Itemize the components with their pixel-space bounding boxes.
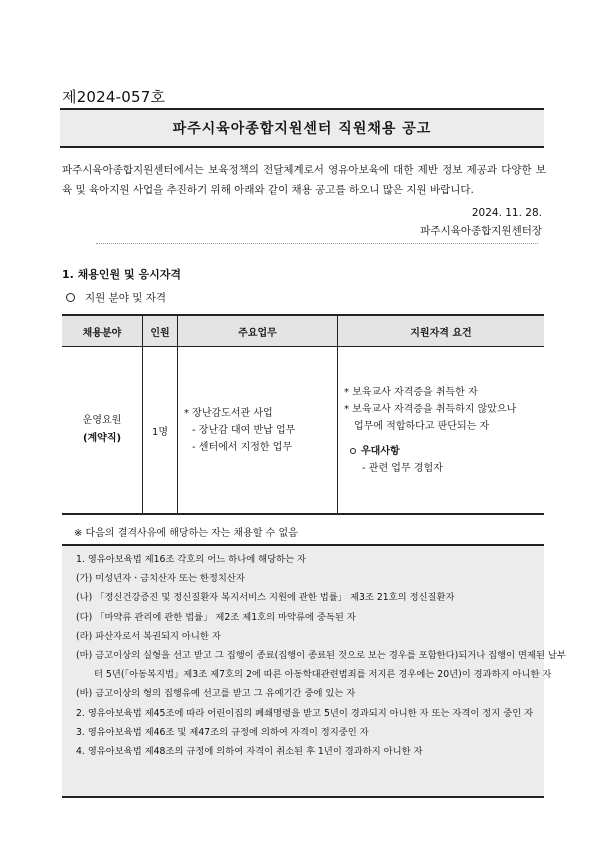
table-header-row	[62, 315, 544, 347]
field-name: 운영요원	[82, 415, 122, 426]
list-item: 4. 영유아보육법 제48조의 규정에 의하여 자격이 취소된 후 1년이 경과하지 아니한 자	[76, 746, 423, 758]
subsection-heading	[66, 290, 166, 305]
preference-item: - 관련 업무 경험자	[362, 462, 443, 474]
list-item: (나) 「정신건강증진 및 정신질환자 복지서비스 지원에 관한 법률」 제3조 21호의 정신질환자	[76, 592, 455, 604]
cell-field	[62, 347, 143, 515]
signatory: 파주시육아종합지원센터장	[420, 225, 542, 237]
disqualification-note: ※ 다음의 결격사유에 해당하는 자는 채용할 수 없음	[74, 528, 298, 539]
preference-title: 우대사항	[361, 445, 400, 457]
duty-sub: - 장난감 대여 반납 업무	[192, 424, 296, 436]
header-count: 인원	[143, 315, 178, 347]
list-item: (마) 금고이상의 실형을 선고 받고 그 집행이 종료(집행이 종료된 것으로 보는 경우를 포함한다)되거나 집행이 면제된 날부	[76, 650, 566, 662]
recruitment-table	[62, 314, 544, 515]
cell-count: 1명	[143, 347, 178, 515]
duty-main: * 장난감도서관 사업	[184, 407, 273, 419]
list-item: 2. 영유아보육법 제45조에 따라 어린이집의 폐쇄명령을 받고 5년이 경과되지 아니한 자 또는 자격이 정지 중인 자	[76, 707, 534, 719]
cell-qualification	[338, 347, 545, 515]
field-contract-type: (계약직)	[82, 433, 122, 444]
intro-paragraph: 파주시육아종합지원센터에서는 보육정책의 전달체계로서 영유아보육에 대한 제반 정보 제공과 다양한 보육 및 육아지원 사업을 추진하기 위해 아래와 같이 채용 공고를 하오니 많은 지원 바랍니다.	[62, 164, 546, 196]
qualification-item-cont: 업무에 적합하다고 판단되는 자	[354, 420, 490, 432]
list-item: (라) 파산자로서 복권되지 아니한 자	[76, 630, 221, 642]
list-item: 3. 영유아보육법 제46조 및 제47조의 규정에 의하여 자격이 정지중인 자	[76, 726, 369, 738]
list-item: 1. 영유아보육법 제16조 각호의 어느 하나에 해당하는 자	[76, 554, 306, 565]
qualification-item: * 보육교사 자격증을 취득한 자	[344, 386, 478, 398]
table-row	[62, 347, 544, 515]
list-item: (가) 미성년자ㆍ금치산자 또는 한정치산자	[76, 573, 245, 585]
section-title: 1. 채용인원 및 응시자격	[62, 268, 181, 281]
header-qualification: 지원자격 요건	[338, 315, 545, 347]
disqualification-box	[62, 544, 566, 798]
circle-bullet-icon	[350, 448, 356, 454]
header-field: 채용분야	[62, 315, 143, 347]
cell-duty	[178, 347, 338, 515]
list-item: (다) 「마약류 관리에 관한 법률」 제2조 제1호의 마약류에 중독된 자	[76, 611, 356, 623]
duty-sub: - 센터에서 지정한 업무	[192, 441, 293, 453]
divider	[96, 243, 538, 244]
list-item: (바) 금고이상의 형의 집행유예 선고를 받고 그 유예기간 중에 있는 자	[76, 688, 356, 700]
subsection-label: 지원 분야 및 자격	[85, 292, 167, 304]
list-item: 터 5년(「아동복지법」제3조 제7호의 2에 따른 아동학대관련범죄를 저지른 경우에는 20년)이 경과하지 아니한 자	[94, 669, 552, 681]
qualification-item: * 보육교사 자격증을 취득하지 않았으나	[344, 403, 517, 415]
document-number: 제2024-057호	[62, 88, 166, 106]
preference-heading	[344, 443, 543, 460]
page-title: 파주시육아종합지원센터 직원채용 공고	[60, 108, 544, 148]
circle-bullet-icon	[66, 293, 75, 302]
announcement-date: 2024. 11. 28.	[471, 207, 542, 219]
header-duty: 주요업무	[178, 315, 338, 347]
